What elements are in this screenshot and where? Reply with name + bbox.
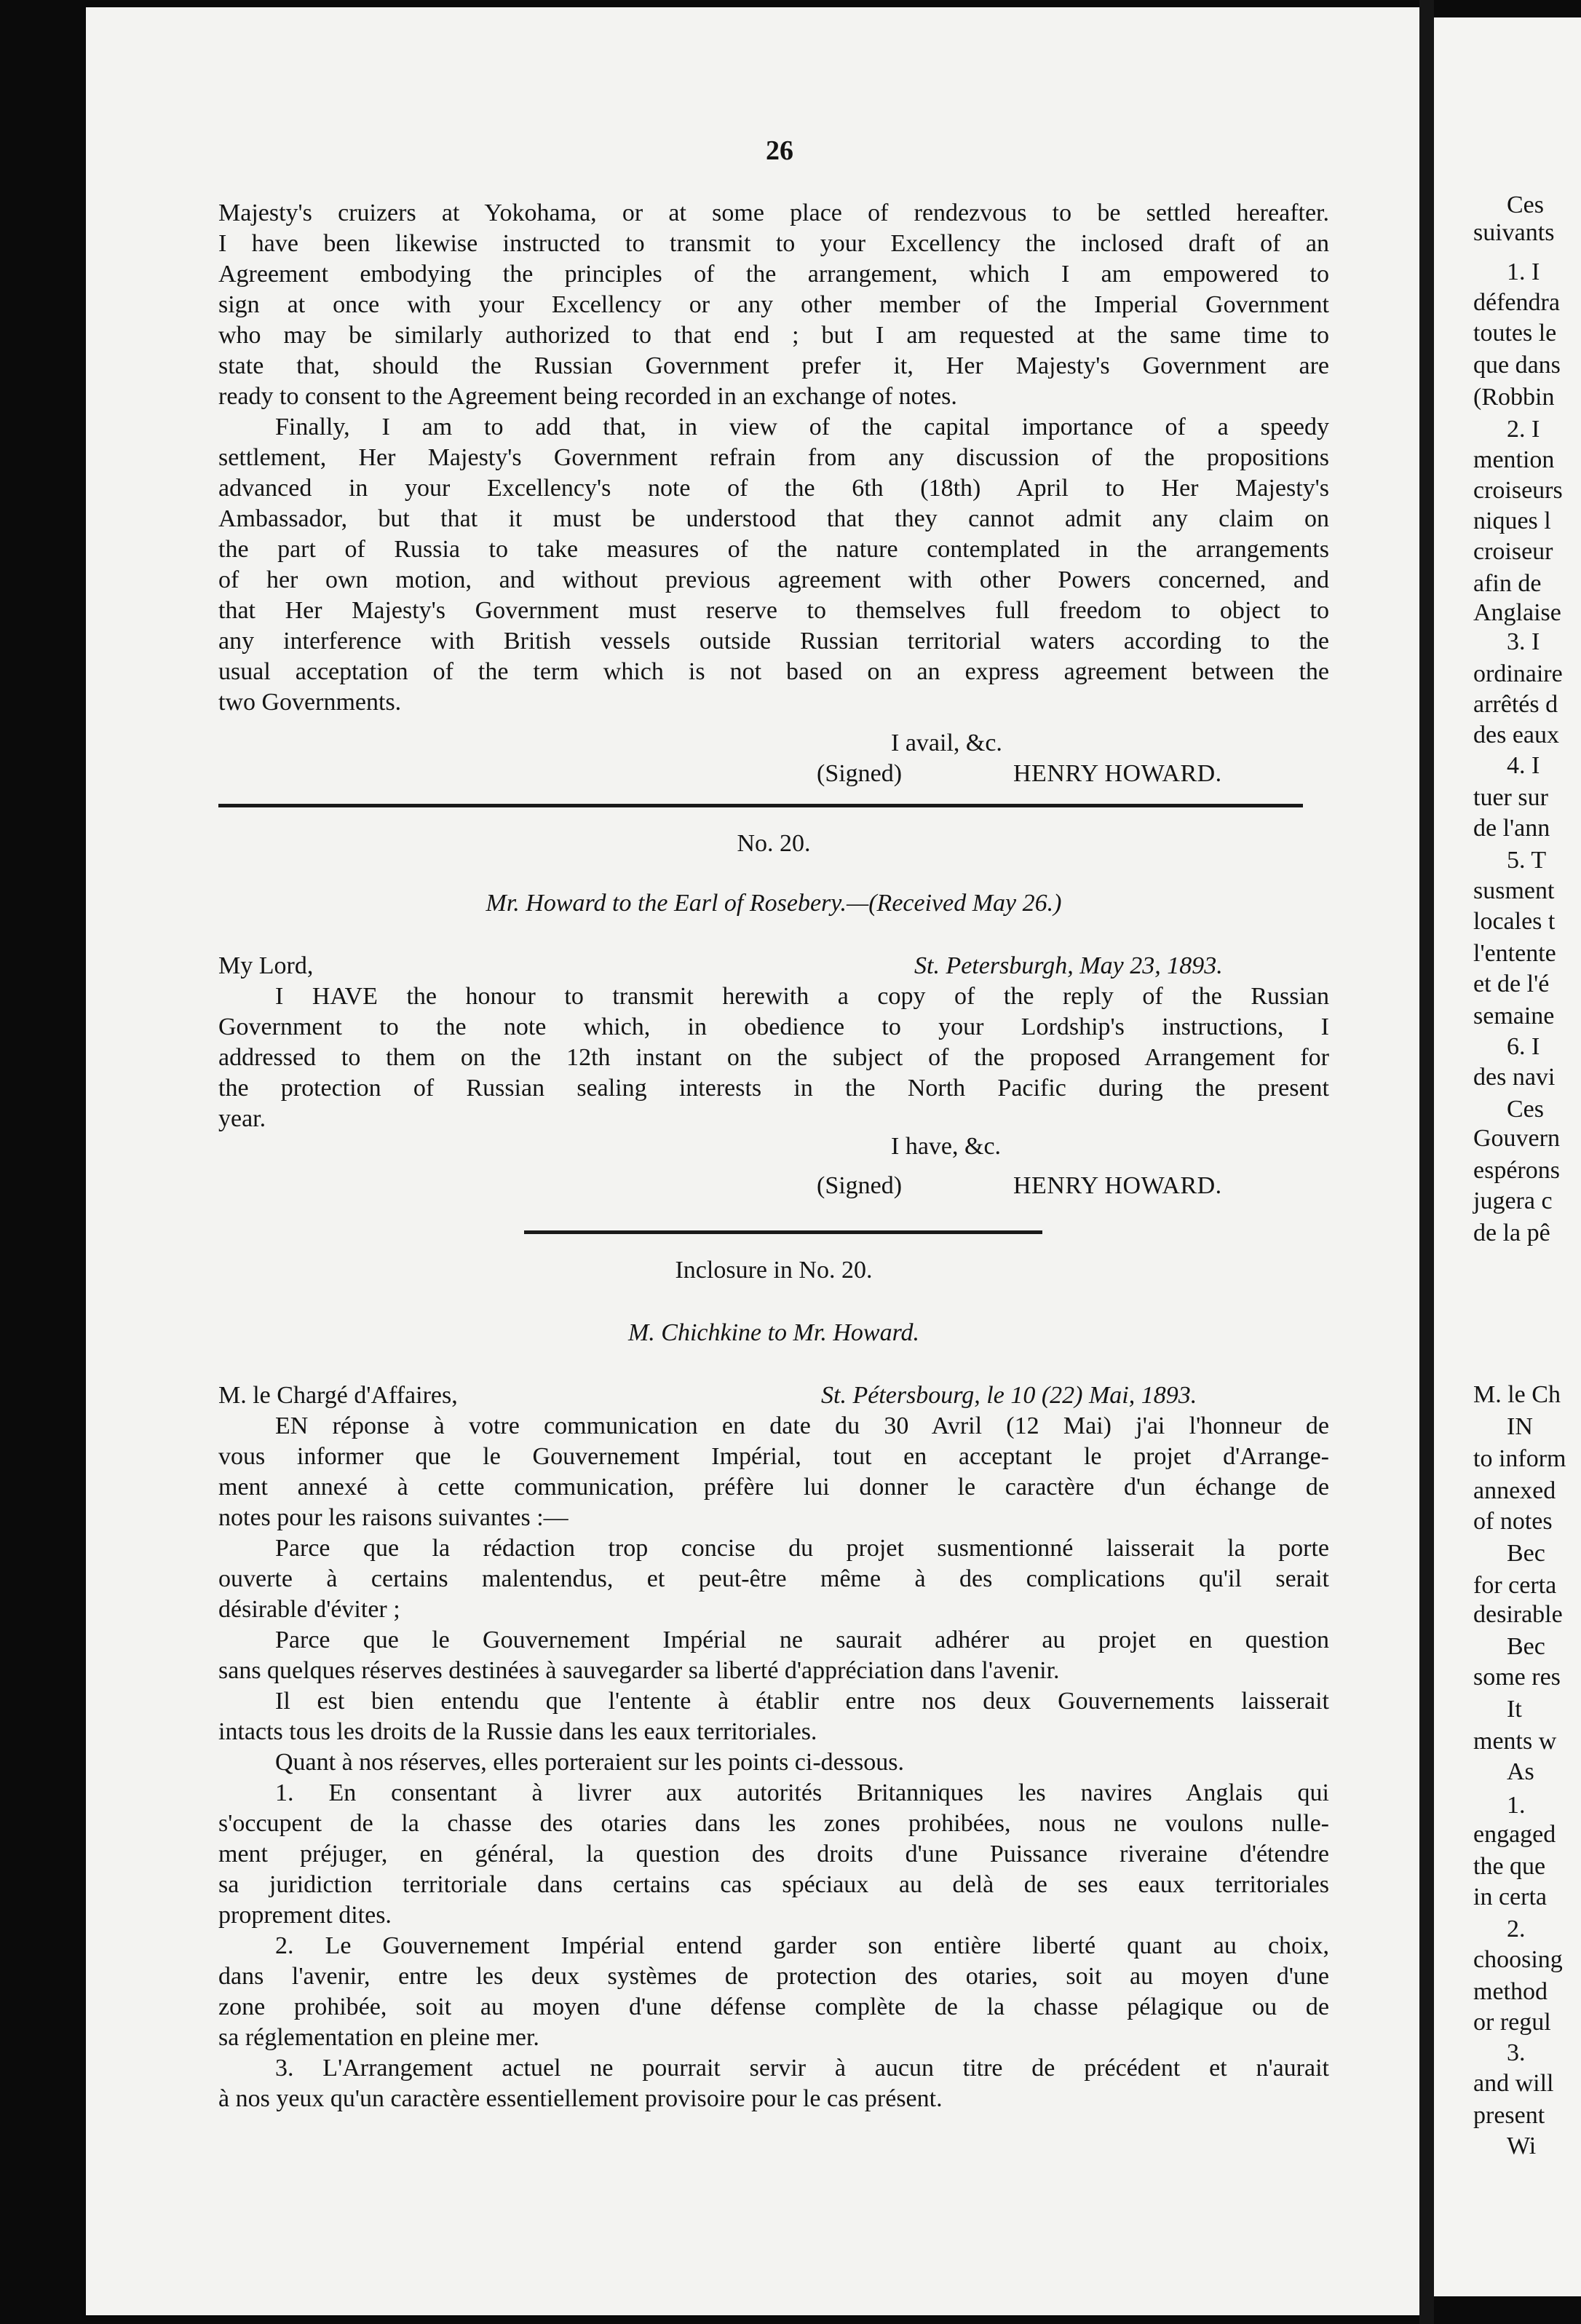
right-page-text-fragment: 1. I [1507, 258, 1540, 285]
text-line: vous informer que le Gouvernement Impérial, tout en acceptant le projet d'Arrange- [218, 1443, 1329, 1470]
place-date: St. Petersburgh, May 23, 1893. [914, 952, 1223, 979]
closing: I have, &c. [891, 1133, 1002, 1160]
text-line: ready to consent to the Agreement being recorded in an exchange of notes. [218, 383, 957, 410]
right-page-text-fragment: 5. T [1507, 847, 1547, 874]
right-page-text-fragment: des eaux [1473, 722, 1560, 748]
right-page-text-fragment: ordinaire [1473, 660, 1563, 687]
right-page-text-fragment: of notes [1473, 1508, 1553, 1535]
text-line: 1. En consentant à livrer aux autorités Britanniques les navires Anglais qui [275, 1779, 1329, 1806]
text-line: addressed to them on the 12th instant on the subject of the proposed Arrangement for [218, 1044, 1329, 1071]
right-page-text-fragment: niques l [1473, 507, 1551, 534]
right-page-text-fragment: de la pê [1473, 1220, 1550, 1246]
right-page-text-fragment: croiseur [1473, 538, 1553, 565]
right-page-text-fragment: As [1507, 1758, 1534, 1785]
right-page-text-fragment: que dans [1473, 352, 1561, 379]
place-date: St. Pétersbourg, le 10 (22) Mai, 1893. [821, 1382, 1197, 1409]
text-line: state that, should the Russian Government prefer it, Her Majesty's Government are [218, 352, 1329, 379]
text-line: intacts tous les droits de la Russie dans les eaux territoriales. [218, 1718, 817, 1745]
salutation: M. le Chargé d'Affaires, [218, 1382, 458, 1409]
text-line: Il est bien entendu que l'entente à établir entre nos deux Gouvernements laisserait [275, 1688, 1329, 1715]
right-page-text-fragment: some res [1473, 1664, 1561, 1691]
right-page-text-fragment: or regul [1473, 2009, 1551, 2036]
text-line: Parce que le Gouvernement Impérial ne saurait adhérer au projet en question [275, 1627, 1329, 1653]
text-line: sign at once with your Excellency or any other member of the Imperial Government [218, 291, 1329, 318]
right-page-text-fragment: 3. I [1507, 628, 1540, 655]
right-page-text-fragment: annexed [1473, 1477, 1556, 1504]
right-page-text-fragment: l'entente [1473, 940, 1556, 967]
text-line: two Governments. [218, 689, 402, 716]
signed-label: (Signed) [817, 760, 903, 787]
right-page-text-fragment: the que [1473, 1853, 1546, 1880]
right-page-text-fragment: engaged [1473, 1821, 1556, 1848]
text-line: Ambassador, but that it must be understood that they cannot admit any claim on [218, 505, 1329, 532]
text-line: usual acceptation of the term which is not based on an express agreement between the [218, 658, 1329, 685]
text-line: ment annexé à cette communication, préfère lui donner le caractère d'un échange de [218, 1474, 1329, 1501]
right-page-text-fragment: défendra [1473, 289, 1560, 316]
right-page-text-fragment: 1. [1507, 1792, 1526, 1819]
text-line: any interference with British vessels outside Russian territorial waters according to the [218, 628, 1329, 655]
text-line: the protection of Russian sealing interests in the North Pacific during the present [218, 1075, 1329, 1102]
text-line: the part of Russia to take measures of the nature contemplated in the arrangements [218, 536, 1329, 563]
text-line: I have been likewise instructed to transmit to your Excellency the inclosed draft of an [218, 230, 1329, 257]
heading: Inclosure in No. 20. [675, 1257, 873, 1284]
signed-label: (Signed) [817, 1172, 903, 1199]
subheading: M. Chichkine to Mr. Howard. [627, 1319, 920, 1346]
text-line: settlement, Her Majesty's Government refrain from any discussion of the propositions [218, 444, 1329, 471]
right-page-text-fragment: Bec [1507, 1633, 1545, 1660]
text-line: who may be similarly authorized to that end ; but I am requested at the same time to [218, 322, 1329, 349]
right-page-text-fragment: in certa [1473, 1884, 1547, 1910]
right-page-text-fragment: semaine [1473, 1003, 1555, 1029]
text-line: dans l'avenir, entre les deux systèmes de protection des otaries, soit au moyen d'une [218, 1963, 1329, 1990]
signer-name: HENRY HOWARD. [1013, 1172, 1222, 1199]
text-line: zone prohibée, soit au moyen d'une défense complète de la chasse pélagique ou de [218, 1993, 1329, 2020]
right-page-text-fragment: 4. I [1507, 752, 1540, 779]
right-page-text-fragment: IN [1507, 1413, 1533, 1440]
text-line: Government to the note which, in obedience to your Lordship's instructions, I [218, 1013, 1329, 1040]
right-page-text-fragment: 2. I [1507, 416, 1540, 443]
right-page-text-fragment: tuer sur [1473, 784, 1548, 811]
text-line: notes pour les raisons suivantes :— [218, 1504, 568, 1531]
right-page-text-fragment: Ces [1507, 191, 1544, 218]
text-line: 3. L'Arrangement actuel ne pourrait servir à aucun titre de précédent et n'aurait [275, 2055, 1329, 2082]
heading: No. 20. [737, 830, 811, 857]
right-page-text-fragment: Gouvern [1473, 1125, 1560, 1152]
right-page-text-fragment: for certa [1473, 1572, 1557, 1599]
right-page-text-fragment: to inform [1473, 1445, 1566, 1472]
right-page-text-fragment: des navi [1473, 1064, 1556, 1091]
right-page-text-fragment: 6. I [1507, 1033, 1540, 1060]
text-line: of her own motion, and without previous agreement with other Powers concerned, and [218, 566, 1329, 593]
text-line: sans quelques réserves destinées à sauvegarder sa liberté d'appréciation dans l'avenir. [218, 1657, 1060, 1684]
right-page-text-fragment: 3. [1507, 2039, 1526, 2066]
text-line: Majesty's cruizers at Yokohama, or at some place of rendezvous to be settled hereafter. [218, 199, 1329, 226]
right-page [1434, 17, 1581, 2296]
right-page-text-fragment: toutes le [1473, 320, 1557, 347]
right-page-text-fragment: croiseurs [1473, 477, 1563, 504]
right-page-text-fragment: method [1473, 1978, 1548, 2005]
text-line: I HAVE the honour to transmit herewith a copy of the reply of the Russian [275, 983, 1329, 1010]
right-page-text-fragment: 2. [1507, 1916, 1526, 1942]
page-number: 26 [766, 135, 793, 166]
text-line: advanced in your Excellency's note of the 6th (18th) April to Her Majesty's [218, 475, 1329, 502]
text-line: sa réglementation en pleine mer. [218, 2024, 539, 2051]
right-page-text-fragment: M. le Ch [1473, 1381, 1561, 1408]
signer-name: HENRY HOWARD. [1013, 760, 1222, 787]
closing: I avail, &c. [891, 730, 1002, 756]
right-page-text-fragment: mention [1473, 446, 1555, 473]
right-page-text-fragment: espérons [1473, 1157, 1560, 1184]
right-page-text-fragment: jugera c [1473, 1187, 1553, 1214]
right-page-text-fragment: choosing [1473, 1946, 1563, 1973]
right-page-text-fragment: suivants [1473, 219, 1555, 246]
right-page-text-fragment: desirable [1473, 1601, 1563, 1628]
right-page-text-fragment: (Robbin [1473, 384, 1555, 411]
text-line: year. [218, 1105, 266, 1132]
section-divider [218, 804, 1303, 807]
right-page-text-fragment: Wi [1507, 2133, 1537, 2159]
text-line: à nos yeux qu'un caractère essentiellement provisoire pour le cas présent. [218, 2085, 943, 2112]
text-line: ouverte à certains malentendus, et peut-être même à des complications qu'il serait [218, 1565, 1329, 1592]
right-page-text-fragment: locales t [1473, 908, 1556, 935]
right-page-text-fragment: arrêtés d [1473, 691, 1558, 718]
text-line: Agreement embodying the principles of the arrangement, which I am empowered to [218, 261, 1329, 288]
text-line: Finally, I am to add that, in view of the capital importance of a speedy [275, 414, 1329, 440]
subheading: Mr. Howard to the Earl of Rosebery.—(Received May 26.) [486, 890, 1062, 917]
right-page-text-fragment: et de l'é [1473, 971, 1550, 997]
salutation: My Lord, [218, 952, 314, 979]
right-page-text-fragment: It [1507, 1696, 1522, 1723]
right-page-text-fragment: ments w [1473, 1728, 1557, 1755]
text-line: EN réponse à votre communication en date du 30 Avril (12 Mai) j'ai l'honneur de [275, 1412, 1329, 1439]
right-page-text-fragment: Bec [1507, 1540, 1545, 1567]
book-gutter [1419, 0, 1434, 2324]
right-page-text-fragment: Ces [1507, 1096, 1544, 1123]
right-page-text-fragment: afin de [1473, 570, 1542, 597]
right-page-text-fragment: Anglaise [1473, 599, 1561, 626]
right-page-text-fragment: de l'ann [1473, 815, 1550, 842]
text-line: s'occupent de la chasse des otaries dans les zones prohibées, nous ne voulons nulle- [218, 1810, 1329, 1837]
text-line: that Her Majesty's Government must reserve to themselves full freedom to object to [218, 597, 1329, 624]
right-page-text-fragment: present [1473, 2102, 1545, 2129]
text-line: ment préjuger, en général, la question des droits d'une Puissance riveraine d'étendre [218, 1841, 1329, 1868]
text-line: proprement dites. [218, 1902, 392, 1929]
text-line: sa juridiction territoriale dans certains cas spéciaux au delà de ses eaux territoriales [218, 1871, 1329, 1898]
text-line: désirable d'éviter ; [218, 1596, 400, 1623]
right-page-text-fragment: and will [1473, 2070, 1554, 2097]
text-line: Quant à nos réserves, elles porteraient sur les points ci-dessous. [275, 1749, 904, 1776]
text-line: Parce que la rédaction trop concise du projet susmentionné laisserait la porte [275, 1535, 1329, 1562]
text-line: 2. Le Gouvernement Impérial entend garder son entière liberté quant au choix, [275, 1932, 1329, 1959]
right-page-text-fragment: susment [1473, 877, 1555, 904]
section-divider [524, 1230, 1042, 1234]
